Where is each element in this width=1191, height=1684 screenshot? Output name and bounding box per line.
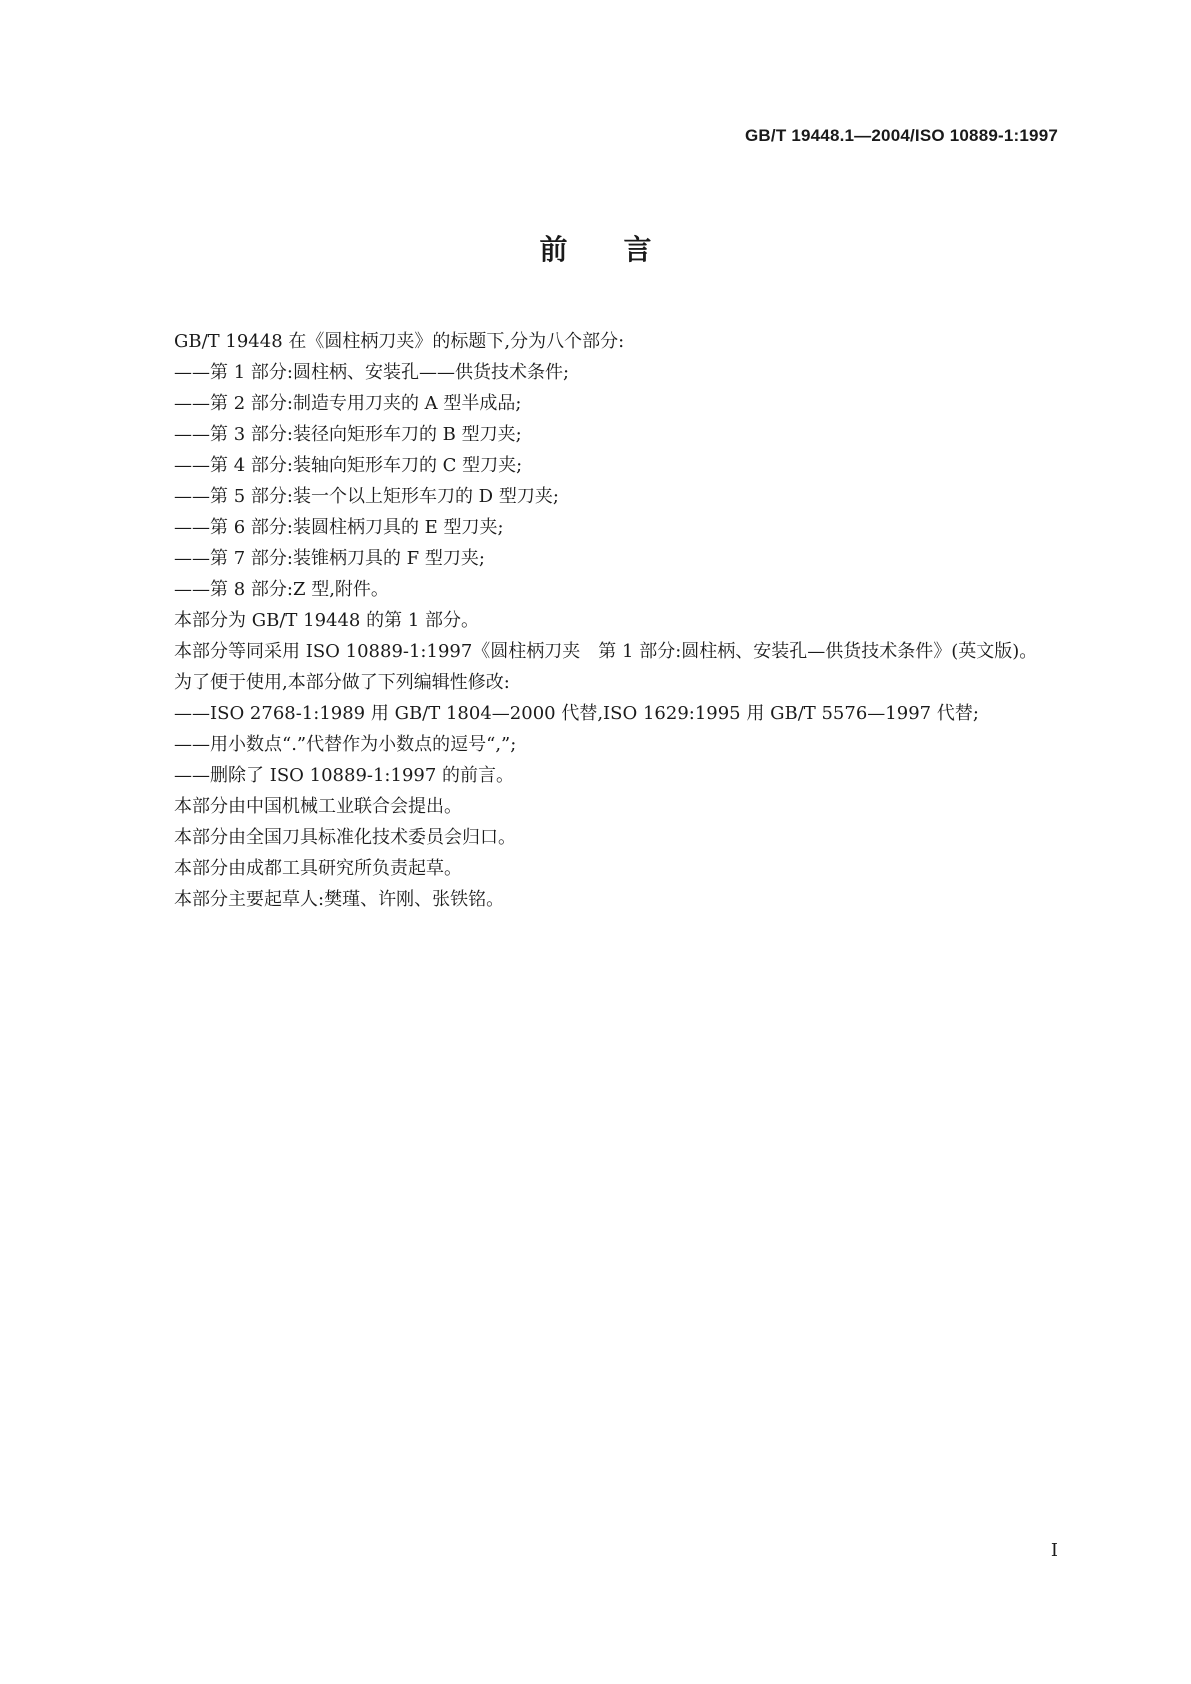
list-item: ——第 3 部分:装径向矩形车刀的 B 型刀夹;: [174, 424, 522, 445]
paragraph: 本部分主要起草人:樊瑾、许刚、张铁铭。: [174, 889, 505, 910]
document-code: GB/T 19448.1—2004/ISO 10889-1:1997: [745, 126, 1058, 145]
paragraph: 为了便于使用,本部分做了下列编辑性修改:: [174, 672, 510, 693]
paragraph: 本部分等同采用 ISO 10889-1:1997《圆柱柄刀夹 第 1 部分:圆柱柄、安装孔—供货技术条件》(英文版)。: [174, 641, 1038, 662]
list-item: ——第 4 部分:装轴向矩形车刀的 C 型刀夹;: [174, 455, 523, 476]
list-item: ——删除了 ISO 10889-1:1997 的前言。: [174, 765, 515, 786]
page-number: I: [1050, 1540, 1058, 1561]
list-item: ——ISO 2768-1:1989 用 GB/T 1804—2000 代替,ISO 1629:1995 用 GB/T 5576—1997 代替;: [174, 703, 979, 724]
list-item: ——第 2 部分:制造专用刀夹的 A 型半成品;: [174, 393, 522, 414]
list-item: ——第 8 部分:Z 型,附件。: [174, 579, 389, 600]
paragraph: 本部分由全国刀具标准化技术委员会归口。: [174, 827, 516, 848]
page-title: 前言: [539, 233, 708, 266]
paragraph: 本部分由中国机械工业联合会提出。: [174, 796, 462, 817]
list-item: ——第 1 部分:圆柱柄、安装孔——供货技术条件;: [174, 362, 570, 383]
paragraph: GB/T 19448 在《圆柱柄刀夹》的标题下,分为八个部分:: [174, 331, 625, 352]
paragraph: 本部分为 GB/T 19448 的第 1 部分。: [174, 610, 479, 631]
list-item: ——第 5 部分:装一个以上矩形车刀的 D 型刀夹;: [174, 486, 559, 507]
list-item: ——第 7 部分:装锥柄刀具的 F 型刀夹;: [174, 548, 485, 569]
paragraph: 本部分由成都工具研究所负责起草。: [174, 858, 462, 879]
foreword-body: [134, 326, 1058, 915]
list-item: ——第 6 部分:装圆柱柄刀具的 E 型刀夹;: [174, 517, 504, 538]
list-item: ——用小数点“.”代替作为小数点的逗号“,”;: [174, 734, 517, 755]
